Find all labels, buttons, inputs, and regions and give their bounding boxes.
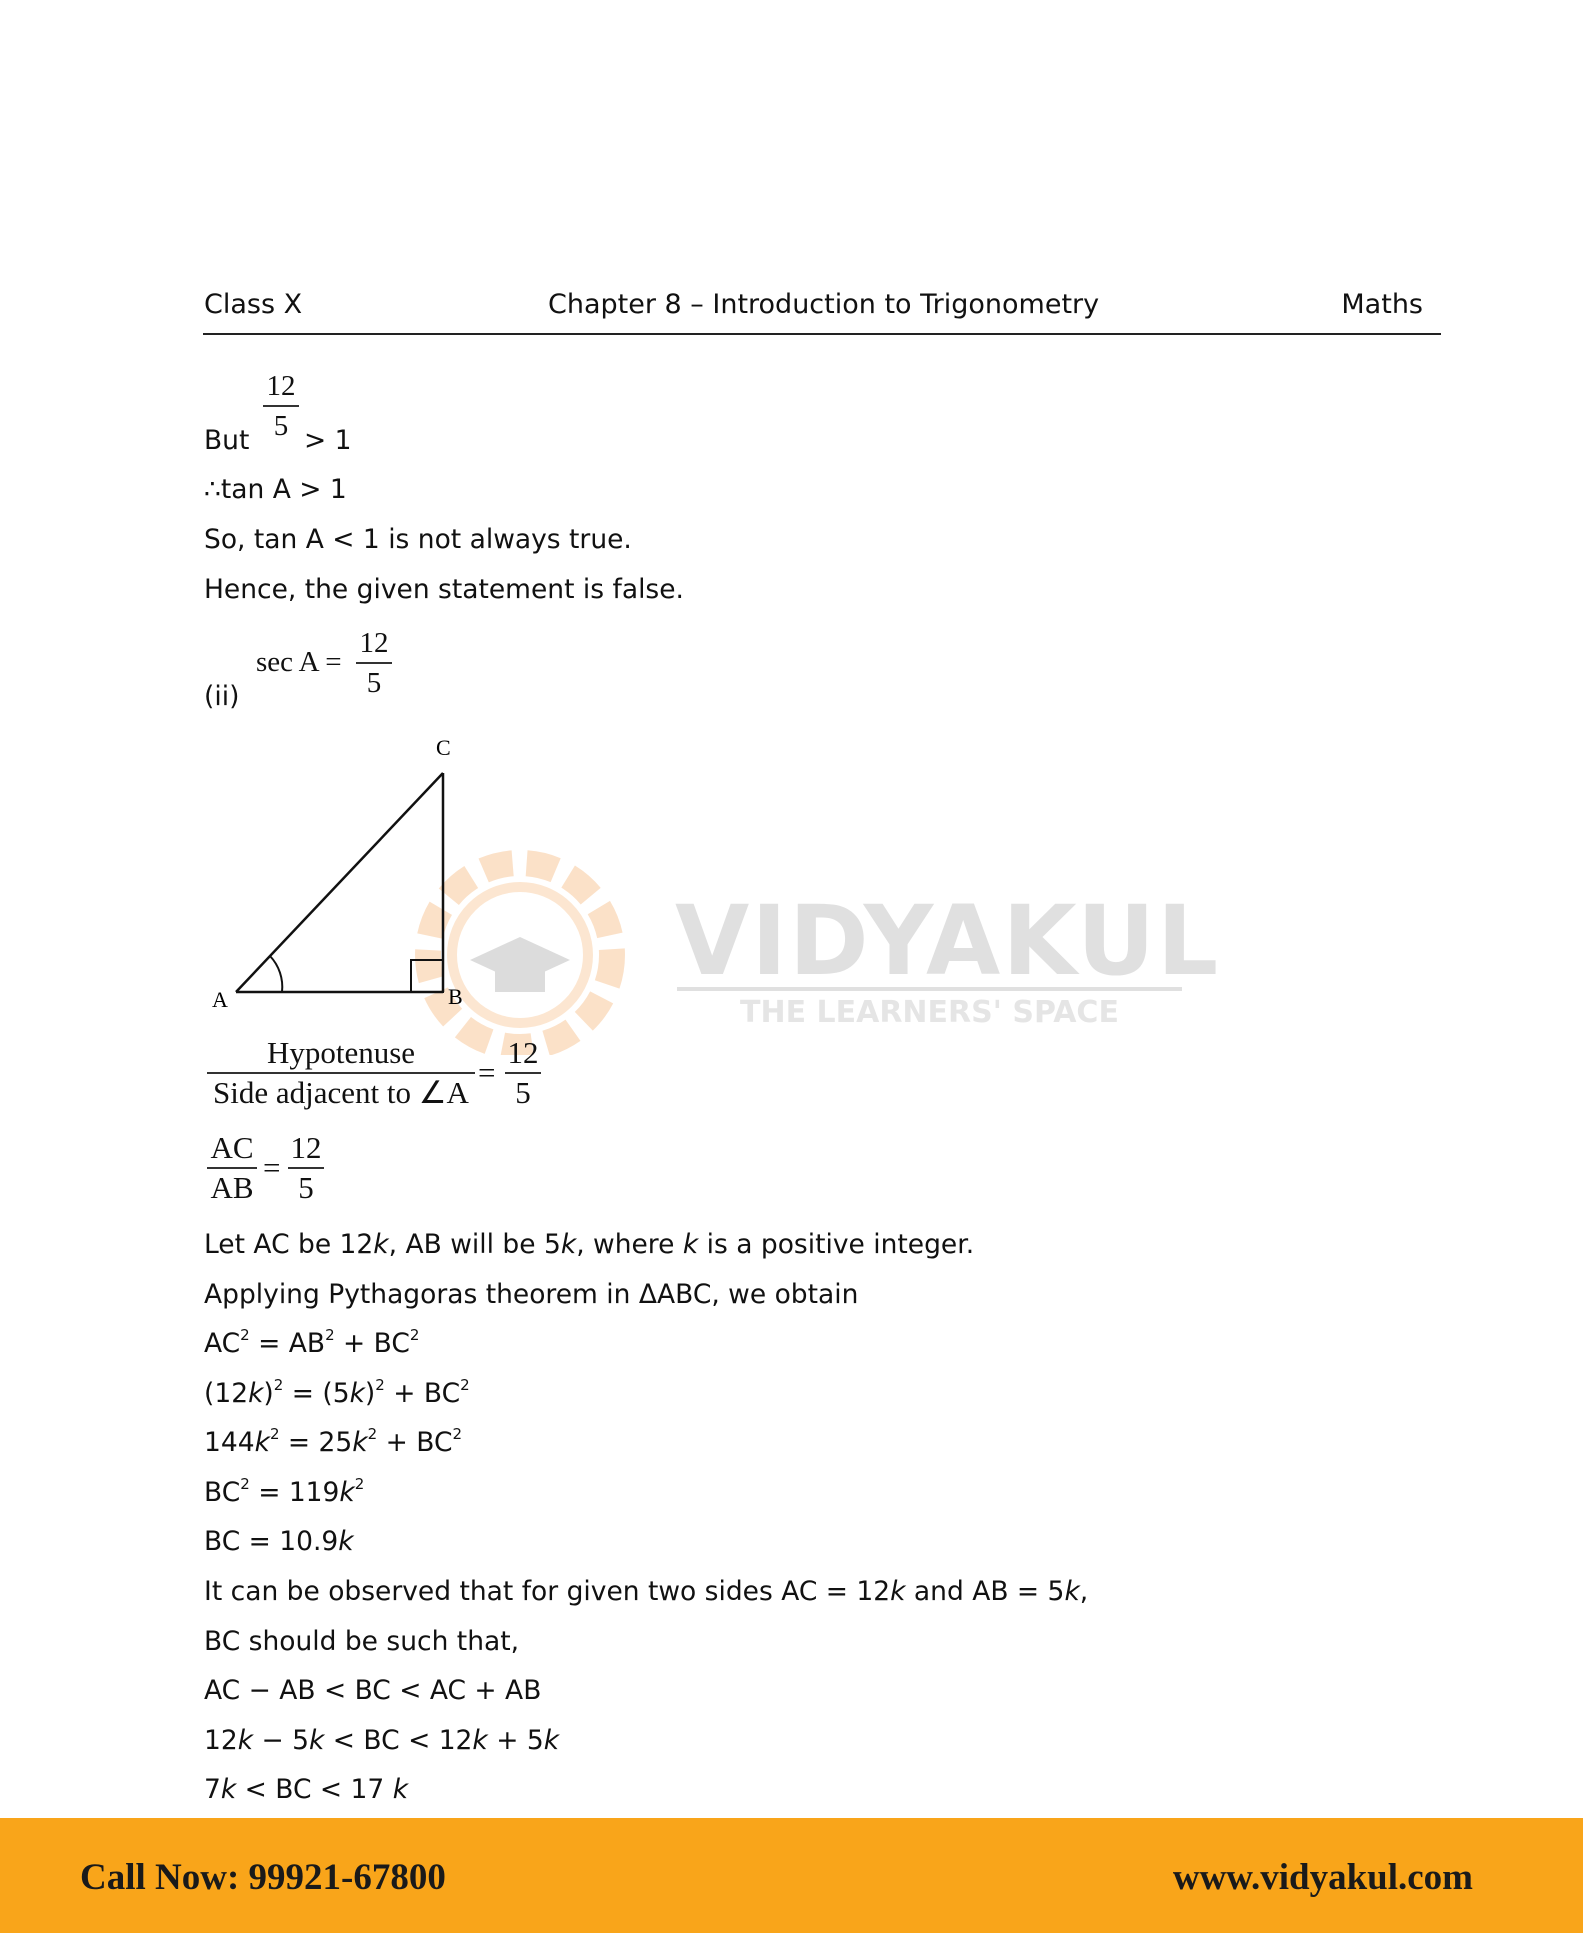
text-run: BC = 10.9 bbox=[204, 1526, 339, 1557]
superscript: 2 bbox=[240, 1326, 250, 1344]
vertex-c-label: C bbox=[436, 735, 451, 760]
bc-should-line: BC should be such that, bbox=[204, 1626, 520, 1657]
text-run: Let AC be 12 bbox=[204, 1229, 374, 1260]
vertex-b-label: B bbox=[448, 984, 463, 1009]
text-run: = 119 bbox=[249, 1477, 340, 1508]
text-run: ) bbox=[364, 1378, 376, 1409]
var-k: k bbox=[1064, 1576, 1080, 1607]
text-run: is a positive integer. bbox=[698, 1229, 975, 1260]
eq5-line bbox=[204, 1526, 354, 1557]
acab-den: AB bbox=[210, 1170, 254, 1205]
acab-fraction bbox=[207, 1129, 257, 1207]
text-run: = AB bbox=[249, 1328, 326, 1359]
call-now-text[interactable]: Call Now: 99921-67800 bbox=[80, 1857, 446, 1898]
let-line bbox=[204, 1229, 974, 1260]
superscript: 2 bbox=[452, 1425, 463, 1443]
applying-line: Applying Pythagoras theorem in ΔABC, we obtain bbox=[204, 1279, 859, 1310]
ratio-val-num: 12 bbox=[507, 1035, 539, 1070]
text-run: + BC bbox=[384, 1378, 461, 1409]
vertex-a-label: A bbox=[212, 987, 228, 1010]
eq4-line bbox=[204, 1477, 364, 1508]
ratio-fraction bbox=[207, 1034, 475, 1112]
observed-line bbox=[204, 1576, 1088, 1607]
sec-fraction bbox=[356, 624, 392, 702]
page-header bbox=[203, 285, 1441, 335]
part-label: (ii) bbox=[204, 681, 240, 712]
var-k: k bbox=[352, 1427, 368, 1458]
text-run: + BC bbox=[377, 1427, 453, 1458]
acab-num: AC bbox=[210, 1130, 254, 1165]
superscript: 2 bbox=[325, 1326, 335, 1344]
var-k: k bbox=[237, 1725, 254, 1756]
text-run: − 5 bbox=[253, 1725, 310, 1756]
text-run: (12 bbox=[204, 1378, 249, 1409]
text-run: 144 bbox=[204, 1427, 255, 1458]
var-k: k bbox=[373, 1229, 389, 1260]
var-k: k bbox=[309, 1725, 325, 1756]
watermark-tagline: THE LEARNERS' SPACE bbox=[740, 995, 1119, 1030]
inequality-3 bbox=[204, 1774, 408, 1805]
var-k: k bbox=[349, 1378, 365, 1409]
text-run: < BC < 12 bbox=[324, 1725, 473, 1756]
var-k: k bbox=[682, 1229, 699, 1260]
text-run: = 25 bbox=[279, 1427, 353, 1458]
var-k: k bbox=[543, 1725, 560, 1756]
ratio-val-den: 5 bbox=[515, 1075, 531, 1110]
text-run: ) bbox=[263, 1378, 274, 1409]
inequality-2 bbox=[204, 1725, 559, 1756]
ratio-den: Side adjacent to ∠A bbox=[213, 1075, 469, 1110]
text-run: + BC bbox=[334, 1328, 410, 1359]
but-fraction bbox=[263, 367, 299, 445]
but-line bbox=[204, 425, 249, 456]
eq3-line bbox=[204, 1427, 462, 1458]
hence-line: Hence, the given statement is false. bbox=[204, 574, 684, 605]
text-run: , bbox=[1079, 1576, 1089, 1607]
text-run: BC bbox=[204, 1477, 241, 1508]
sec-den: 5 bbox=[366, 667, 382, 699]
text-run: < BC < 17 bbox=[236, 1774, 393, 1805]
but-suffix: > 1 bbox=[304, 425, 352, 456]
acab-val-den: 5 bbox=[298, 1170, 314, 1205]
triangle-abc-diagram bbox=[200, 730, 480, 1010]
ratio-eq: = bbox=[478, 1055, 496, 1090]
text-run: 12 bbox=[204, 1725, 238, 1756]
text-run: AC bbox=[204, 1328, 241, 1359]
text-run: and AB = 5 bbox=[905, 1576, 1065, 1607]
watermark-brand: VIDYAKUL bbox=[675, 885, 1221, 997]
ratio-value-fraction bbox=[505, 1034, 541, 1112]
superscript: 2 bbox=[375, 1376, 385, 1394]
var-k: k bbox=[392, 1774, 409, 1805]
var-k: k bbox=[248, 1378, 264, 1409]
var-k: k bbox=[254, 1427, 270, 1458]
text-run: = (5 bbox=[283, 1378, 350, 1409]
website-link[interactable]: www.vidyakul.com bbox=[1172, 1857, 1473, 1898]
inequality-1: AC − AB < BC < AC + AB bbox=[204, 1675, 542, 1706]
superscript: 2 bbox=[460, 1376, 470, 1394]
text-run: It can be observed that for given two sides AC = 12 bbox=[204, 1576, 891, 1607]
eq1-line bbox=[204, 1328, 419, 1359]
text-run: 7 bbox=[204, 1774, 221, 1805]
but-frac-num: 12 bbox=[266, 370, 296, 402]
text-run: + 5 bbox=[487, 1725, 544, 1756]
superscript: 2 bbox=[240, 1475, 250, 1493]
header-class: Class X bbox=[204, 289, 303, 320]
superscript: 2 bbox=[409, 1326, 420, 1344]
var-k: k bbox=[560, 1229, 577, 1260]
footer-banner bbox=[0, 1818, 1583, 1933]
var-k: k bbox=[338, 1526, 354, 1557]
superscript: 2 bbox=[273, 1376, 284, 1394]
watermark-rule bbox=[677, 987, 1182, 991]
text-run: , AB will be 5 bbox=[388, 1229, 561, 1260]
eq2-line bbox=[204, 1378, 470, 1409]
text-run: , where bbox=[576, 1229, 683, 1260]
vidyakul-watermark bbox=[395, 845, 1221, 1055]
var-k: k bbox=[890, 1576, 906, 1607]
superscript: 2 bbox=[367, 1425, 378, 1443]
not-true-line: So, tan A < 1 is not always true. bbox=[204, 524, 632, 555]
ratio-num: Hypotenuse bbox=[266, 1035, 416, 1070]
header-chapter: Chapter 8 – Introduction to Trigonometry bbox=[548, 289, 1100, 320]
but-label: But bbox=[204, 425, 250, 456]
header-subject: Maths bbox=[1341, 289, 1423, 320]
therefore-line: ∴tan A > 1 bbox=[204, 474, 347, 505]
acab-value-fraction bbox=[288, 1129, 324, 1207]
superscript: 2 bbox=[269, 1425, 280, 1443]
acab-val-num: 12 bbox=[290, 1130, 322, 1165]
var-k: k bbox=[339, 1477, 355, 1508]
but-frac-den: 5 bbox=[273, 410, 289, 442]
superscript: 2 bbox=[354, 1475, 365, 1493]
var-k: k bbox=[220, 1774, 237, 1805]
sec-num: 12 bbox=[359, 627, 389, 659]
acab-eq: = bbox=[263, 1150, 281, 1185]
var-k: k bbox=[472, 1725, 488, 1756]
sec-lhs: sec A = bbox=[256, 646, 342, 678]
